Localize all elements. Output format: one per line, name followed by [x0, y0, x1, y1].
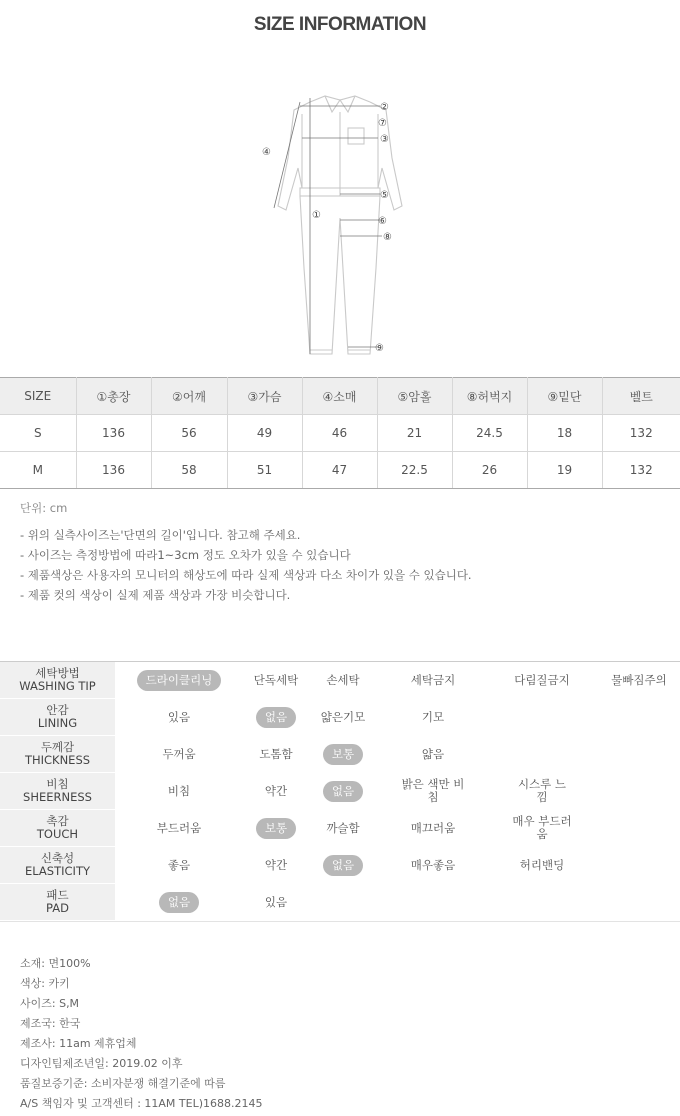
- attribute-label-ko: 패드: [46, 888, 69, 902]
- attribute-option: [244, 736, 308, 772]
- attribute-option-label: 없음: [256, 707, 296, 728]
- attribute-label: [0, 699, 115, 735]
- attribute-option-label: 약간: [264, 783, 288, 798]
- table-cell: 22.5: [377, 452, 452, 489]
- attribute-option-selected: [312, 736, 374, 772]
- attribute-option-label: 얇음: [421, 746, 445, 761]
- attribute-option-label: 도톰함: [259, 746, 293, 761]
- table-cell: 132: [602, 452, 680, 489]
- attribute-option: [244, 884, 308, 920]
- info-service: A/S 책임자 및 고객센터 : 11AM TEL)1688.2145: [20, 1097, 263, 1110]
- table-cell: 136: [76, 452, 151, 489]
- attribute-option: [388, 699, 478, 735]
- attribute-option-label: 있음: [167, 709, 191, 724]
- size-table-header: [0, 378, 680, 415]
- attribute-table: [0, 661, 680, 922]
- jumpsuit-diagram: [250, 88, 430, 363]
- attribute-label-ko: 촉감: [46, 814, 69, 828]
- header-belt: 벨트: [602, 378, 680, 415]
- attribute-option: [244, 773, 308, 809]
- attribute-option-selected: [120, 662, 238, 698]
- header-size: SIZE: [0, 378, 76, 415]
- header-armhole: ⑤암홀: [377, 378, 452, 415]
- attribute-option-selected: [312, 847, 374, 883]
- attribute-option-label: 단독세탁: [253, 672, 299, 687]
- attribute-option: [492, 847, 592, 883]
- note-item: - 제품 컷의 색상이 실제 제품 색상과 가장 비슷합니다.: [20, 588, 291, 602]
- table-cell: 18: [527, 415, 602, 452]
- table-cell: 21: [377, 415, 452, 452]
- info-color: 색상: 카키: [20, 977, 70, 990]
- header-shoulder: ②어깨: [151, 378, 227, 415]
- attribute-option-label: 손세탁: [326, 672, 360, 687]
- attribute-option-label: 드라이클리닝: [137, 670, 222, 691]
- attribute-label-ko: 안감: [46, 703, 69, 717]
- attribute-option-label: 얇은기모: [320, 709, 366, 724]
- product-info-list: [20, 956, 263, 1116]
- attribute-option-selected: [244, 699, 308, 735]
- header-thigh: ⑧허벅지: [452, 378, 527, 415]
- marker-2: ②: [380, 102, 389, 113]
- table-row: [0, 452, 680, 489]
- attribute-option: [388, 847, 478, 883]
- attribute-option-label: 다림질금지: [514, 672, 570, 687]
- attribute-option-label: 매우좋음: [410, 857, 456, 872]
- attribute-label-en: LINING: [37, 716, 78, 730]
- attribute-row: [0, 736, 680, 773]
- table-cell: 136: [76, 415, 151, 452]
- attribute-option: [388, 662, 478, 698]
- notes-list: [20, 527, 472, 607]
- attribute-option-label: 밝은 색만 비 침: [401, 777, 465, 804]
- attribute-label-en: PAD: [46, 901, 69, 915]
- attribute-option-label: 있음: [264, 894, 288, 909]
- page-title: SIZE INFORMATION: [253, 14, 427, 35]
- attribute-label-ko: 세탁방법: [35, 666, 80, 680]
- note-item: - 제품색상은 사용자의 모니터의 해상도에 따라 실제 색상과 다소 차이가 있을 수 있습니다.: [20, 568, 472, 582]
- attribute-option: [120, 847, 238, 883]
- marker-6: ⑥: [378, 216, 387, 227]
- marker-9: ⑨: [375, 343, 384, 354]
- attribute-option: [600, 662, 678, 698]
- attribute-label: [0, 662, 115, 698]
- attribute-option: [388, 736, 478, 772]
- attribute-option-label: 물빠짐주의: [611, 672, 667, 687]
- attribute-option-label: 두꺼움: [162, 746, 196, 761]
- attribute-label: [0, 773, 115, 809]
- attribute-row: [0, 810, 680, 847]
- attribute-label-en: ELASTICITY: [25, 864, 90, 878]
- attribute-label-en: SHEERNESS: [23, 790, 92, 804]
- attribute-option-label: 보통: [256, 818, 296, 839]
- table-cell: 58: [151, 452, 227, 489]
- attribute-option-label: 없음: [323, 781, 363, 802]
- attribute-label-ko: 신축성: [40, 851, 75, 865]
- info-date: 디자인팀제조년일: 2019.02 이후: [20, 1057, 183, 1070]
- header-chest: ③가슴: [227, 378, 302, 415]
- attribute-option: [244, 662, 308, 698]
- header-sleeve: ④소매: [302, 378, 377, 415]
- header-total-length: ①총장: [76, 378, 151, 415]
- table-cell: M: [0, 452, 76, 489]
- attribute-option: [120, 810, 238, 846]
- table-cell: 19: [527, 452, 602, 489]
- attribute-row: [0, 847, 680, 884]
- info-sizes: 사이즈: S,M: [20, 997, 80, 1010]
- attribute-option-selected: [120, 884, 238, 920]
- attribute-option-label: 허리밴딩: [519, 857, 565, 872]
- table-cell: 49: [227, 415, 302, 452]
- attribute-option-label: 까슬함: [326, 820, 360, 835]
- table-cell: 24.5: [452, 415, 527, 452]
- attribute-option-selected: [244, 810, 308, 846]
- attribute-option: [312, 699, 374, 735]
- marker-4: ④: [262, 147, 271, 158]
- size-table: [0, 377, 680, 489]
- attribute-option-label: 약간: [264, 857, 288, 872]
- attribute-option: [492, 662, 592, 698]
- attribute-label-en: THICKNESS: [24, 753, 91, 767]
- table-cell: S: [0, 415, 76, 452]
- table-cell: 132: [602, 415, 680, 452]
- table-cell: 51: [227, 452, 302, 489]
- unit-label: 단위: cm: [20, 501, 68, 515]
- attribute-option-label: 기모: [421, 709, 445, 724]
- marker-3: ③: [380, 134, 389, 145]
- attribute-option: [120, 773, 238, 809]
- attribute-option: [312, 810, 374, 846]
- header-hem: ⑨밑단: [527, 378, 602, 415]
- attribute-option-label: 세탁금지: [410, 672, 456, 687]
- marker-1: ①: [312, 210, 321, 221]
- attribute-option-label: 비침: [167, 783, 191, 798]
- attribute-option-label: 보통: [323, 744, 363, 765]
- attribute-option-label: 없음: [159, 892, 199, 913]
- attribute-label: [0, 884, 115, 920]
- attribute-option: [244, 847, 308, 883]
- table-cell: 47: [302, 452, 377, 489]
- note-item: - 위의 실측사이즈는'단면의 길이'입니다. 참고해 주세요.: [20, 528, 301, 542]
- attribute-option: [120, 736, 238, 772]
- info-manufacturer: 제조사: 11am 제휴업체: [20, 1037, 137, 1050]
- attribute-option: [492, 773, 592, 809]
- attribute-option-label: 시스루 느 낌: [517, 777, 567, 804]
- attribute-row: [0, 773, 680, 810]
- marker-5: ⑤: [380, 190, 389, 201]
- info-warranty: 품질보증기준: 소비자분쟁 해결기준에 따름: [20, 1077, 226, 1090]
- info-material: 소재: 면100%: [20, 957, 91, 970]
- attribute-row: [0, 662, 680, 699]
- attribute-option-selected: [312, 773, 374, 809]
- table-cell: 46: [302, 415, 377, 452]
- marker-7: ⑦: [378, 118, 387, 129]
- table-row: [0, 415, 680, 452]
- attribute-option-label: 없음: [323, 855, 363, 876]
- marker-8: ⑧: [383, 232, 392, 243]
- attribute-row: [0, 699, 680, 736]
- attribute-option: [312, 662, 374, 698]
- attribute-row: [0, 884, 680, 921]
- attribute-option-label: 매끄러움: [410, 820, 456, 835]
- attribute-option-label: 매우 부드러 움: [512, 814, 572, 841]
- attribute-label: [0, 847, 115, 883]
- attribute-option: [388, 810, 478, 846]
- attribute-label-en: WASHING TIP: [19, 679, 96, 693]
- attribute-label-ko: 비침: [46, 777, 69, 791]
- table-cell: 26: [452, 452, 527, 489]
- attribute-label-ko: 두께감: [40, 740, 75, 754]
- note-item: - 사이즈는 측정방법에 따라1~3cm 정도 오차가 있을 수 있습니다: [20, 548, 351, 562]
- attribute-option-label: 좋음: [167, 857, 191, 872]
- attribute-label: [0, 736, 115, 772]
- table-cell: 56: [151, 415, 227, 452]
- attribute-option: [388, 773, 478, 809]
- attribute-label-en: TOUCH: [36, 827, 79, 841]
- attribute-option: [492, 810, 592, 846]
- attribute-label: [0, 810, 115, 846]
- info-country: 제조국: 한국: [20, 1017, 81, 1030]
- attribute-option-label: 부드러움: [156, 820, 202, 835]
- attribute-option: [120, 699, 238, 735]
